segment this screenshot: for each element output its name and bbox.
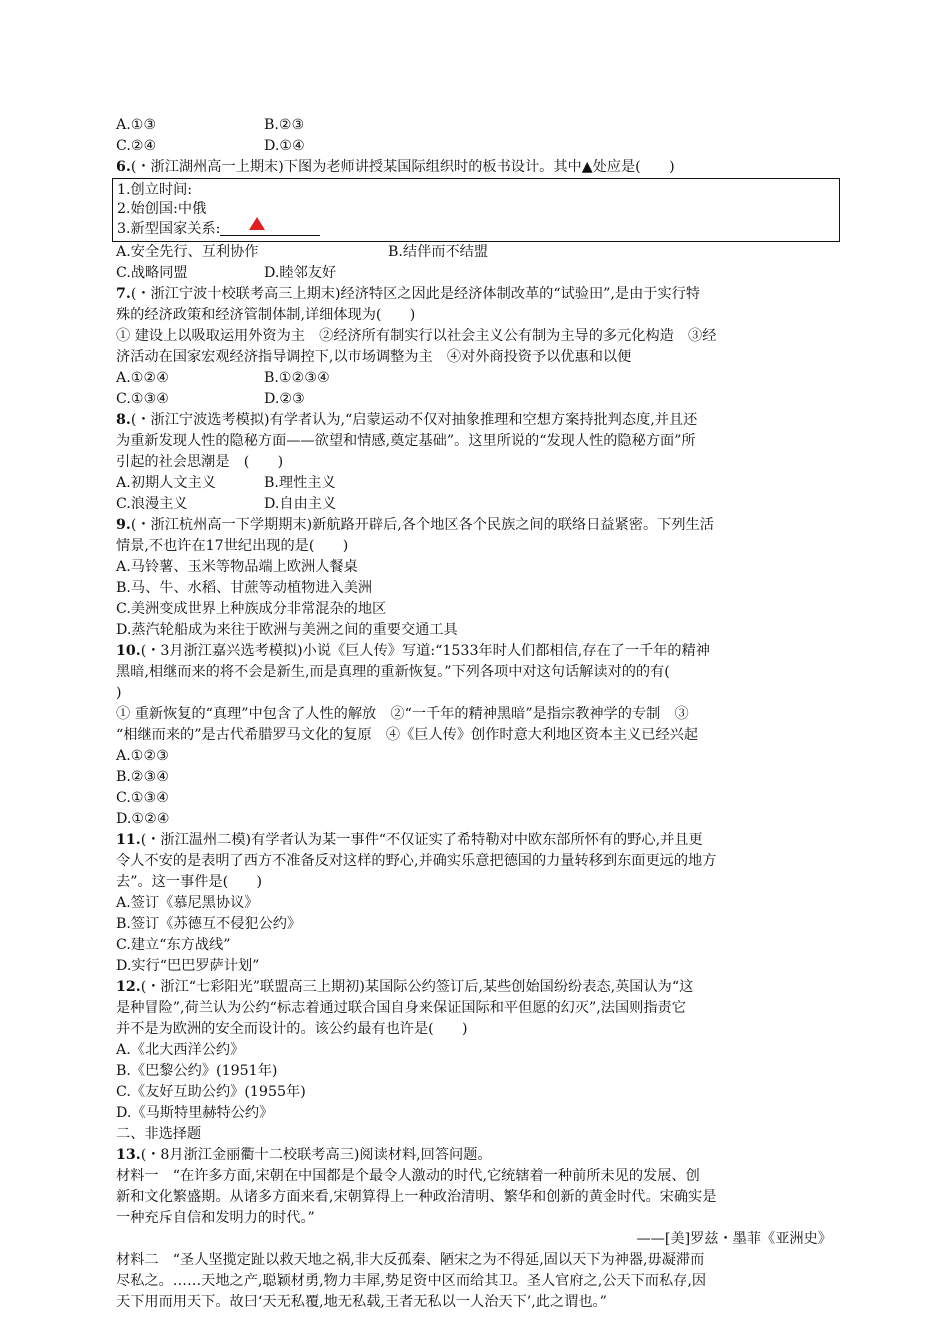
q6-box-line-1: 1.创立时间: [117,182,193,198]
q8-number: 8. [116,412,131,428]
q11-text-1: (・浙江温州二模)有学者认为某一事件“不仅证实了希特勒对中欧东部所怀有的野心,并且更 [140,832,703,848]
q11-option-b: B.签订《苏德互不侵犯公约》 [116,916,302,932]
q13-number: 13. [116,1147,141,1163]
q10-text-1: (・3月浙江嘉兴选考模拟)小说《巨人传》写道:“1533年时人们都相信,存在了一千年的精神 [140,643,710,659]
q11-stem-line-2: 令人不安的是表明了西方不准备反对这样的野心,并确实乐意把德国的力量转移到东面更远的地方 [116,853,717,869]
triangle-marker-icon [249,217,265,230]
q12-stem-line-2: 是种冒险”,荷兰认为公约“标志着通过联合国自身来保证国际和平但愿的幻灭”,法国则指责它 [116,1000,686,1016]
q9-text-1: (・浙江杭州高一下学期期末)新航路开辟后,各个地区各个民族之间的联络日益紧密。下列生活 [130,517,714,533]
q10-stem-line-3: ) [116,685,122,701]
q8-options-row-2 [116,494,832,515]
q11-option-c: C.建立“东方战线” [116,937,231,953]
q10-stem-line-4: ① 重新恢复的“真理”中包含了人性的解放 ②“一千年的精神黑暗”是指宗教神学的专制 ③ [116,706,689,722]
q7-stem-line-2: 殊的经济政策和经济管制体制,详细体现为( ) [116,307,416,323]
q6-option-a: A.安全先行、互利协作 [116,244,259,260]
q10-option-a: A.①②③ [116,748,169,764]
q7-number: 7. [116,286,131,302]
q12-option-d: D.《马斯特里赫特公约》 [116,1105,274,1121]
q6-board-design-box [112,178,840,242]
q7-stem-line-1 [116,284,832,305]
q9-option-c: C.美洲变成世界上种族成分非常混杂的地区 [116,601,387,617]
q12-number: 12. [116,979,141,995]
q8-stem-line-2: 为重新发现人性的隐秘方面——欲望和情感,奠定基础”。这里所说的“发现人性的隐秘方面”所 [116,433,696,449]
q12-stem-line-1 [116,977,832,998]
q13-material1-line-2: 新和文化繁盛期。从诸多方面来看,宋朝算得上一种政治清明、繁华和创新的黄金时代。宋确实是 [116,1189,717,1205]
q13-stem [116,1145,832,1166]
q7-option-b: B.①②③④ [264,370,330,386]
q5-option-a: A.①③ [116,117,157,133]
section-heading: 二、非选择题 [116,1126,202,1142]
q5-option-b: B.②③ [264,117,305,133]
q5-option-d: D.①④ [264,138,305,154]
q6-option-c: C.战略同盟 [116,265,188,281]
q9-stem-line-1 [116,515,832,536]
q13-text: (・8月浙江金丽衢十二校联考高三)阅读材料,回答问题。 [140,1147,492,1163]
q13-material1-source: ——[美]罗兹・墨菲《亚洲史》 [636,1231,832,1247]
q11-stem-line-3: 去”。这一事件是( ) [116,874,263,890]
q10-option-b: B.②③④ [116,769,170,785]
q13-material2-line-1: 材料二 “圣人坚揽定趾以救天地之祸,非大反孤秦、陋宋之为不得延,固以天下为神器,毋凝滞而 [116,1252,705,1268]
q7-text-1: (・浙江宁波十校联考高三上期末)经济特区之因此是经济体制改革的“试验田”,是由于实行特 [130,286,701,302]
q6-stem [116,157,832,178]
q6-text: (・浙江湖州高一上期末)下图为老师讲授某国际组织时的板书设计。其中▲处应是( ) [130,159,675,175]
q12-text-1: (・浙江“七彩阳光”联盟高三上期初)某国际公约签订后,某些创始国纷纷表态,英国认为“这 [140,979,694,995]
q6-option-b: B.结伴而不结盟 [388,244,489,260]
q10-stem-line-1 [116,641,832,662]
q9-option-a: A.马铃薯、玉米等物品端上欧洲人餐桌 [116,559,358,575]
q7-stem-line-3: ① 建设上以吸取运用外资为主 ②经济所有制实行以社会主义公有制为主导的多元化构造 ③经 [116,328,717,344]
q12-option-b: B.《巴黎公约》(1951年) [116,1063,278,1079]
q13-material1-line-1: 材料一 “在许多方面,宋朝在中国都是个最令人激动的时代,它统辖着一种前所未见的发展、创 [116,1168,700,1184]
q10-option-c: C.①③④ [116,790,170,806]
q13-material2-line-3: 天下用而用天下。故曰‘天无私覆,地无私载,王者无私以一人治天下’,此之谓也。” [116,1294,607,1310]
q6-box-line-3-text: 3.新型国家关系: [117,221,221,237]
q11-stem-line-1 [116,830,832,851]
q5-options-row-2 [116,136,832,157]
q6-options-row-1 [116,242,832,263]
q10-number: 10. [116,643,141,659]
q6-number: 6. [116,159,131,175]
q5-option-c: C.②④ [116,138,157,154]
q7-option-d: D.②③ [264,391,305,407]
q13-material2-line-2: 尽私之。……天地之产,聪颖材勇,物力丰犀,势足资中区而给其卫。圣人官府之,公天下而私存,因 [116,1273,707,1289]
q8-option-b: B.理性主义 [264,475,336,491]
q8-option-d: D.自由主义 [264,496,337,512]
q6-box-line-3 [117,219,835,239]
q5-options-row-1 [116,115,832,136]
q9-number: 9. [116,517,131,533]
q12-option-a: A.《北大西洋公约》 [116,1042,245,1058]
q10-stem-line-5: “相继而来的”是古代希腊罗马文化的复原 ④《巨人传》创作时意大利地区资本主义已经兴起 [116,727,699,743]
q9-option-b: B.马、牛、水稻、甘蔗等动植物进入美洲 [116,580,373,596]
q9-stem-line-2: 情景,不也许在17世纪出现的是( ) [116,538,349,554]
q7-option-c: C.①③④ [116,391,170,407]
q9-option-d: D.蒸汽轮船成为来往于欧洲与美洲之间的重要交通工具 [116,622,458,638]
worksheet-page [116,115,832,1313]
q7-option-a: A.①②④ [116,370,169,386]
q8-stem-line-1 [116,410,832,431]
q12-stem-line-3: 并不是为欧洲的安全而设计的。该公约最有也许是( ) [116,1021,468,1037]
q8-option-a: A.初期人文主义 [116,475,216,491]
q7-options-row-2 [116,389,832,410]
q6-options-row-2 [116,263,832,284]
q6-option-d: D.睦邻友好 [264,265,337,281]
q11-number: 11. [116,832,141,848]
q8-option-c: C.浪漫主义 [116,496,188,512]
q7-options-row-1 [116,368,832,389]
q11-option-a: A.签订《慕尼黑协议》 [116,895,259,911]
q8-text-1: (・浙江宁波选考模拟)有学者认为,“启蒙运动不仅对抽象推理和空想方案持批判态度,并且还 [130,412,698,428]
q13-material1-line-3: 一种充斥自信和发明力的时代。” [116,1210,315,1226]
q10-option-d: D.①②④ [116,811,170,827]
q6-answer-blank [220,219,320,236]
q7-stem-line-4: 济活动在国家宏观经济指导调控下,以市场调整为主 ④对外商投资予以优惠和以便 [116,349,632,365]
q11-option-d: D.实行“巴巴罗萨计划” [116,958,260,974]
q8-stem-line-3: 引起的社会思潮是 ( ) [116,454,284,470]
q6-box-line-2: 2.始创国:中俄 [117,201,207,217]
q12-option-c: C.《友好互助公约》(1955年) [116,1084,306,1100]
q10-stem-line-2: 黑暗,相继而来的将不会是新生,而是真理的重新恢复。”下列各项中对这句话解读对的的有( [116,664,670,680]
q8-options-row-1 [116,473,832,494]
